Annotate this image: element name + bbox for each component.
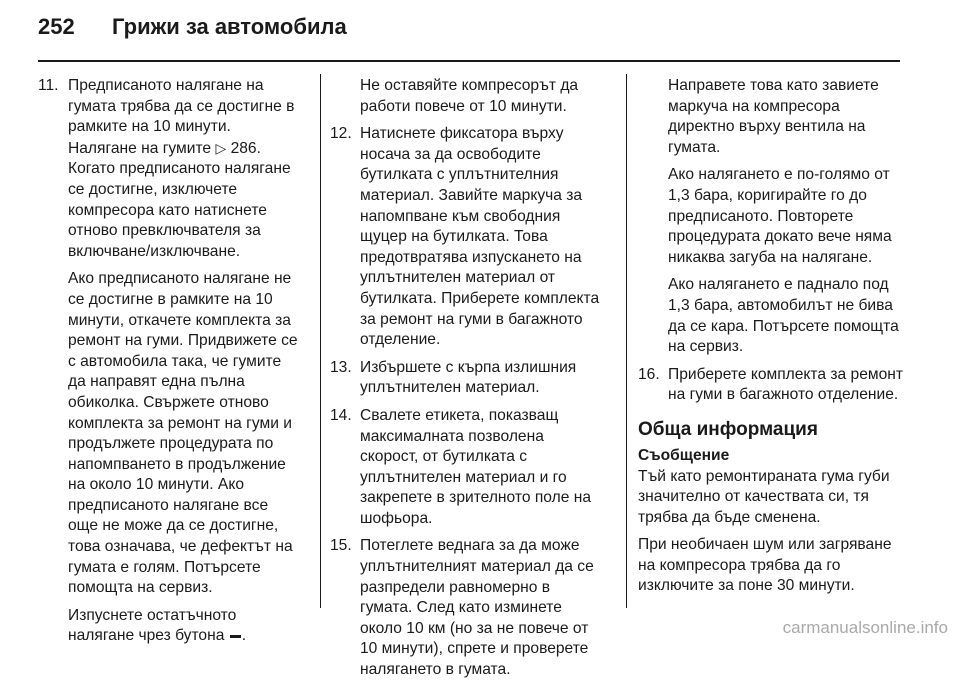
- step-13: [330, 358, 606, 399]
- step-paragraph-text: Изпуснете остатъчното налягане чрез бутона: [68, 606, 237, 645]
- section-heading: Обща информация: [638, 418, 818, 440]
- continued-text: Не оставяйте компресорът да работи повече от 10 минути.: [360, 77, 579, 115]
- page-number: 252: [38, 14, 75, 39]
- note-text: Тъй като ремонтираната гума губи значително от качествата си, тя трябва да бъде сменена.: [638, 467, 890, 526]
- step-11: [38, 76, 302, 647]
- column-divider-1: [320, 74, 321, 608]
- note-title: Съобщение: [638, 446, 730, 464]
- step-text: Натиснете фиксатора върху носача за да освободите бутилката с уплътнителния материал. Завийте маркуча за напомпване към свободния щуцер на бутилката. Това предотвратява изпускането на уплътнителен материал от бутилката. Приберете комплекта за ремонт на гуми в багажното отделение.: [360, 125, 600, 349]
- step-text-cont: . Когато предписаното налягане се достигне, изключете компресора като натиснете отново превключвателя за включване/изключване.: [68, 139, 291, 260]
- step-12: [330, 124, 606, 351]
- page-header: [38, 14, 347, 54]
- page-reference-icon: ▷: [215, 139, 227, 156]
- column-2: [330, 76, 606, 688]
- noise-paragraph: При необичаен шум или загряване на компресора трябва да го изключите за поне 30 минути.: [638, 536, 892, 595]
- step-text: Избършете с кърпа излишния уплътнителен материал.: [360, 358, 577, 397]
- step-number: 13.: [330, 358, 352, 376]
- step-text: Потеглете веднага за да може уплътнителният материал да се разпредели равномерно в гумата. След като изминете около 10 км (но за не повече от 10 минути), спрете и проверете налягането в гумата.: [360, 537, 594, 679]
- step-text: Предписаното налягане на гумата трябва да се достигне в рамките на 10 минути. Налягане на гумите: [68, 77, 295, 157]
- step-body: [68, 76, 302, 647]
- continued-text-3: Ако налягането е паднало под 1,3 бара, автомобилът не бива да се кара. Потърсете помощта на сервиз.: [668, 276, 899, 356]
- step-number: 15.: [330, 537, 352, 555]
- minus-button-icon: [230, 635, 241, 638]
- step-15: [330, 536, 606, 680]
- step-text: Свалете етикета, показващ максималната позволена скорост, от бутилката с уплътнителен материал и го закрепете в зрителното поле на шофьора.: [360, 406, 592, 527]
- step-number: 16.: [638, 365, 660, 383]
- step-paragraph-final: Изпуснете остатъчното налягане чрез бутона .: [68, 606, 247, 645]
- step-paragraph: Ако предписаното налягане не се достигне в рамките на 10 минути, откачете комплекта за ремонт на гуми. Придвижете се с автомобила така, че гумите да направят една пълна обиколка. Свържете отново комплекта за ремонт на гуми и продължете процедурата по напомпването в продължение на около 10 минути. Ако предписаното налягане все още не може да се достигне, това означава, че дефектът на гумата е голям. Потърсете помощта на сервиз.: [68, 270, 298, 597]
- watermark: carmanualsonline.info: [782, 618, 948, 637]
- header-rule: [38, 60, 900, 62]
- step-text: Приберете комплекта за ремонт на гуми в багажното отделение.: [668, 365, 904, 404]
- column-divider-2: [626, 74, 627, 608]
- page-reference[interactable]: 286: [230, 139, 257, 157]
- step-number: 11.: [38, 77, 59, 94]
- step-number: 14.: [330, 406, 352, 424]
- continued-text-1: Направете това като завиете маркуча на компресора директно върху вентила на гумата.: [668, 77, 879, 156]
- column-1: [38, 76, 302, 654]
- continued-text-2: Ако налягането е по-голямо от 1,3 бара, коригирайте го до предписаното. Повторете процедурата докато вече няма никаква загуба на налягане.: [668, 166, 892, 266]
- section-title: Грижи за автомобила: [112, 14, 347, 39]
- step-14: [330, 406, 606, 530]
- step-number: 12.: [330, 125, 352, 143]
- column-3: [638, 76, 906, 604]
- step-16: [638, 365, 906, 406]
